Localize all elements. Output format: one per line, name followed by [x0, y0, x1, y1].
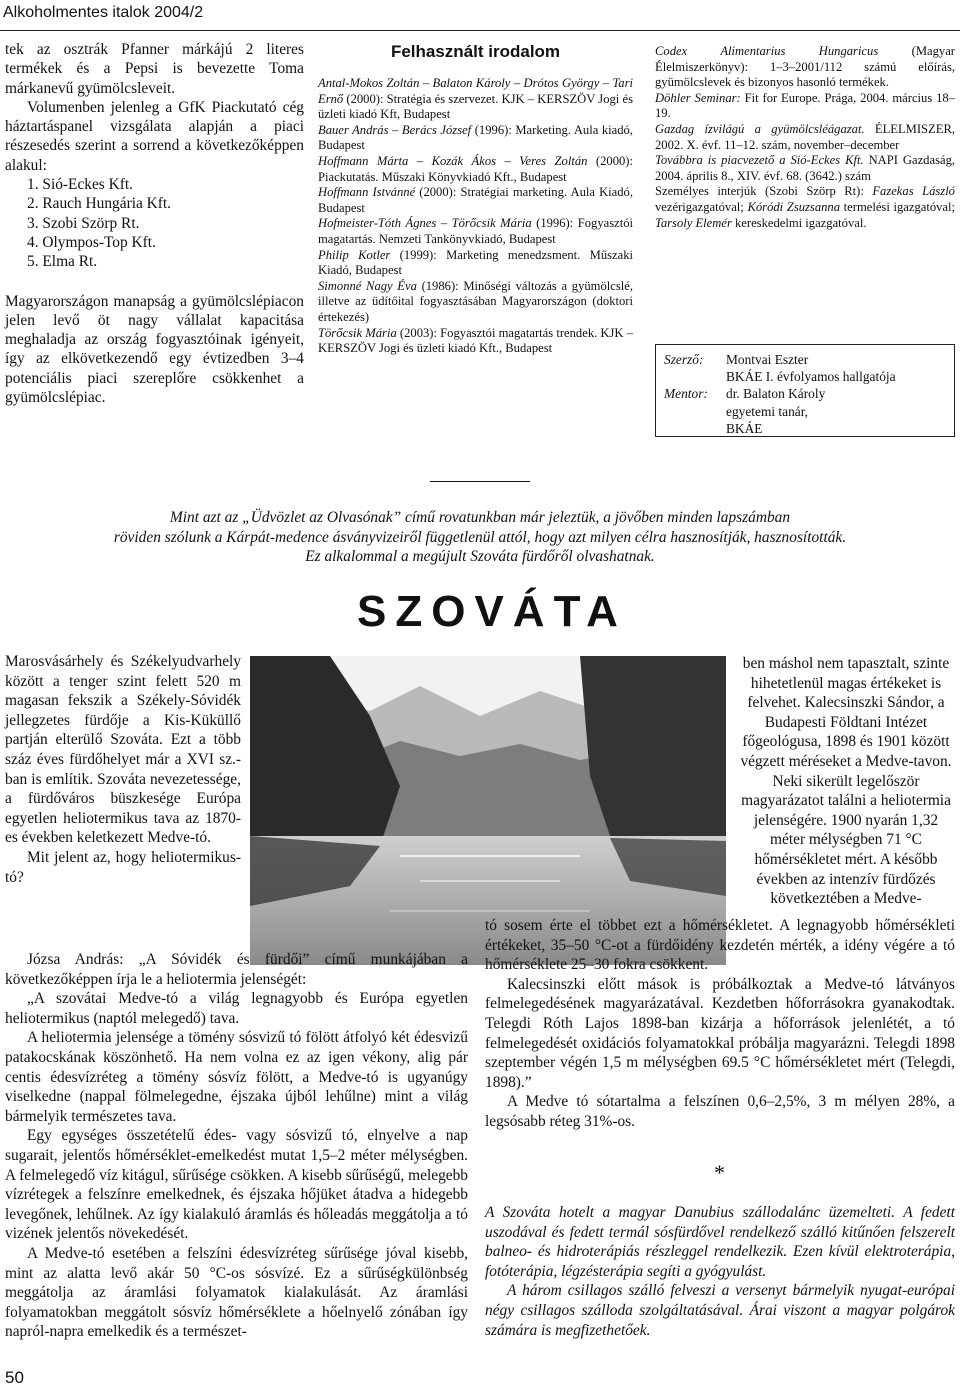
- reference: Philip Kotler (1999): Marketing menedzsment. Műszaki Kiadó, Budapest: [318, 247, 634, 278]
- references-title: Felhasznált irodalom: [390, 42, 561, 61]
- hotel-note: [485, 1203, 955, 1340]
- reference: Személyes interjúk (Szobi Szörp Rt): Fazekas László vezérigazgatóval; Kóródi Zsuzsanna termelési igazgatóval; Tarsoly Elemér kereskedelmi igazgatóval.: [655, 184, 956, 230]
- paragraph: tó sosem érte el többet ezt a hőmérsékletet. A legnagyobb hőmérsékleti értékeket, 35–50 °C-ot a fürdőidény kezdetén mérték, a idény végére a tó hőmérséklete 25–30 fokra csökkent.: [485, 917, 955, 974]
- paragraph: tek az osztrák Pfanner márkájú 2 literes termékek és a Pepsi is bevezette Toma márkanevű gyümölcsleveit.: [5, 41, 304, 97]
- article-intro: Mint azt az „Üdvözlet az Olvasónak” című rovatunkban már jeleztük, a jövőben minden lapszámban röviden szólunk a Kárpát-medence ásványvizeiről függetlenül attól, hogy azt milyen célra hasznosítják, hasznosították. Ez alkalommal a megújult Szováta fürdőről olvashatnak.: [113, 509, 847, 566]
- italic-paragraph: A három csillagos szálló felveszi a versenyt bármelyik nyugat-európai négy csillagos szálloda szolgáltatásával. Árai viszont a magyar polgárok számára is megfizethetőek.: [485, 1282, 955, 1339]
- author-label: Szerző:: [664, 352, 704, 367]
- paragraph: Marosvásárhely és Székelyudvarhely között a tenger szint felett 520 m magasan fekszik a Székely-Sóvidék jellegzetes fürdője a Kis-Küküllő partján elterülő Szováta. Ezt a több száz éves fürdőhelyet már a XVI sz.-ban is említik. Szováta nevezetessége, a fürdőváros büszkesége Európa egyetlen heliotermikus tava az 1870-es években keletkezett Medve-tó.: [5, 653, 241, 847]
- quote-paragraph: „A szovátai Medve-tó a világ legnagyobb és Európa egyetlen heliotermikus (naptól melegedő) tava.: [5, 990, 468, 1027]
- page-number: 50: [5, 1368, 24, 1387]
- paragraph: Volumenben jelenleg a GfK Piackutató cég háztartáspanel vizsgálata alapján a piaci részesedés szerint a sorrend a következőképpen alakul:: [5, 98, 304, 174]
- list-item: 5. Elma Rt.: [27, 253, 98, 271]
- reference: Gazdag ízvilágú a gyümölcsléágazat. ÉLELMISZER, 2002. X. évf. 11–12. szám, november–december: [655, 121, 955, 152]
- separator-asterisk: *: [714, 1160, 725, 1185]
- column-1: [5, 40, 304, 407]
- running-title: Alkoholmentes italok 2004/2: [3, 4, 204, 21]
- mentor-info: BKÁE: [726, 420, 763, 436]
- paragraph: Kalecsinszki előtt mások is próbálkoztak a Medve-tó látványos felmelegedésének magyarázatával. Kezdetben hőforrásokra gyanakodtak. Telegdi Róth Lajos 1898-ban kizárja a hőforrások jelenlétét, a tó felmelegedését oxidációs folyamatokkal próbálja magyarázni. Telegdi 1898 szeptember végén 1,5 m mélységben 69.5 °C hőmérsékletet mért (Telegdi, 1898).”: [485, 975, 955, 1091]
- author-info: BKÁE I. évfolyamos hallgatója: [726, 369, 896, 385]
- paragraph: A Medve tó sótartalma a felszínen 0,6–2,5%, 3 m mélyen 28%, a legsósabb réteg 31%-os.: [485, 1093, 955, 1130]
- reference: Hofmeister-Tóth Ágnes – Törőcsik Mária (1996): Fogyasztói magatartás. Nemzeti Tankönyvkiadó, Budapest: [318, 216, 633, 246]
- references-list-continued: [655, 44, 955, 231]
- article-column-right-wide: [485, 916, 955, 1132]
- references-list: [318, 76, 633, 357]
- paragraph: Magyarországon manapság a gyümölcslépiacon jelen levő öt nagy vállalat kapacitása meghaladja az ország fogyasztóinak igényeit, így az elkövetkezendő egy évtizedben 3–4 potenciális piaci szereplőre csökkenhet a gyümölcslépiac.: [5, 292, 304, 407]
- author-box: [655, 344, 955, 437]
- mentor-info: egyetemi tanár,: [726, 403, 808, 419]
- list-item: 4. Olympos-Top Kft.: [27, 233, 156, 251]
- reference: Hoffmann Márta – Kozák Ákos – Veres Zoltán (2000): Piackutatás. Műszaki Könyvkiadó Kft., Budapest: [318, 153, 633, 184]
- article-title: SZOVÁTA: [357, 587, 627, 636]
- header-rule: [0, 30, 960, 31]
- list-item: 1. Sió-Eckes Kft.: [27, 176, 134, 194]
- article-column-left-wide: [5, 950, 468, 1342]
- reference: Codex Alimentarius Hungaricus (Magyar Élelmiszerkönyv): 1–3–2001/112 számú előírás, gyümölcslevek és bizonyos hasonló termékek.: [655, 44, 955, 90]
- reference: Törőcsik Mária (2003): Fogyasztói magatartás trendek. KJK – KERSZÖV Jogi és üzleti kiadó Kft., Budapest: [318, 325, 634, 356]
- reference: Simonné Nagy Éva (1986): Minőségi változás a gyümölcslé, illetve az üdítőital fogyasztásában Magyarországon (doktori értekezés): [318, 278, 633, 324]
- author-name: Montvai Eszter: [726, 352, 809, 367]
- list-item: 2. Rauch Hungária Kft.: [27, 195, 172, 213]
- section-divider: [430, 481, 530, 482]
- quote-paragraph: A heliotermia jelensége a tömény sósvizű tó fölött átfolyó két édesvizű patakocskának köszönhető. Ha nem volna ez az igen vékony, alig pár centis édesvízréteg a tömény sósvíz fölött, a Medve-tó is ugyanúgy viselkedne (nappal fölmelegedne, éjszaka újból lehűlne) mint a világ bármelyik természetes tava.: [5, 1029, 468, 1125]
- mentor-label: Mentor:: [664, 386, 708, 402]
- article-column-right: [735, 654, 957, 909]
- italic-paragraph: A Szováta hotelt a magyar Danubius szállodalánc üzemelteti. A fedett uszodával és fedett termál sósfürdővel rendelkező szálló kitűnően felszerelt balneo- és hidroterápiás részleggel rendelkezik. Ezen kívül elektroterápia, fotóterápia, légzésterápia segíti a gyógyulást.: [485, 1204, 955, 1280]
- list-item: 3. Szobi Szörp Rt.: [27, 214, 140, 232]
- paragraph: Mit jelent az, hogy heliotermikus-tó?: [5, 848, 241, 886]
- paragraph: ben máshol nem tapasztalt, szinte hihetetlenül magas értékeket is felvehet. Kalecsinszki Sándor, a Budapesti Földtani Intézet főgeológusa, 1898 és 1901 között végzett méréseket a Medve-tavon. Neki sikerült legelőször magyarázatot találni a heliotermia jelenségére. 1900 nyarán 1,32 méter mélységben 71 °C hőmérsékletet mért. A később években az intenzív fürdőzés következtében a Medve-: [740, 655, 952, 908]
- quote-paragraph: Egy egységes összetételű édes- vagy sósvizű tó, elnyelve a nap sugarait, jelentős hőmérséklet-emelkedést mutat 1,5–2 méter mélységben. A felmelegedő víz kitágul, sűrűsége csökken. A kisebb sűrűségű, melegebb vízrétegek a felszínre emelkednek, és éjszaka hőjüket átadva a hidegebb levegőnek, lehűlnek. Az így kialakuló áramlás és hőleadás meggátolja a tó vizének jelentős növekedését.: [5, 1127, 468, 1243]
- mentor-name: dr. Balaton Károly: [726, 386, 826, 402]
- reference: Antal-Mokos Zoltán – Balaton Károly – Drótos György – Tari Ernő (2000): Stratégia és szervezet. KJK – KERSZÖV Jogi és üzleti kiadó Kft, Budapest: [318, 76, 633, 122]
- paragraph: Józsa András: „A Sóvidék és fürdői” című munkájában a következőképpen írja le a heliotermia jelenségét:: [5, 951, 468, 988]
- reference: Bauer András – Berács József (1996): Marketing. Aula kiadó, Budapest: [318, 122, 633, 153]
- reference: Döhler Seminar: Fit for Europe. Prága, 2004. március 18–19.: [655, 90, 956, 121]
- article-column-left: [5, 652, 241, 887]
- reference: Hoffmann Istvánné (2000): Stratégiai marketing. Aula Kiadó, Budapest: [318, 185, 633, 215]
- reference: Továbbra is piacvezető a Sió-Eckes Kft. NAPI Gazdaság, 2004. április 8., XIV. évf. 68. (3642.) szám: [655, 153, 956, 183]
- quote-paragraph: A Medve-tó esetében a felszíni édesvízréteg sűrűsége jóval kisebb, mint az alatta levő akár 50 °C-os sósvízé. Ez a sűrűségkülönbség meggátolja az áramlási folyamatok kialakulását. Az áramlási folyamatokban meggátolt sósvíz hőmérséklete a hőelnyelő zónában így napról-napra emelkedik és a természet-: [5, 1244, 468, 1341]
